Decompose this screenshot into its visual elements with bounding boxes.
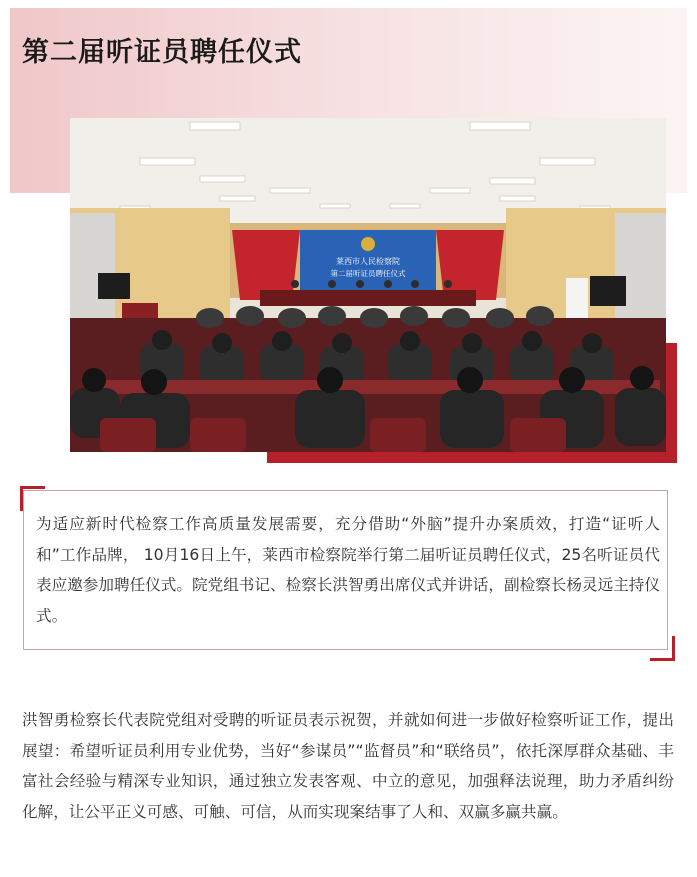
page-title: 第二届听证员聘任仪式: [22, 37, 302, 68]
intro-paragraph: 为适应新时代检察工作高质量发展需要，充分借助“外脑”提升办案质效，打造“证听人和”工作品牌， 10月16日上午，莱西市检察院举行第二届听证员聘任仪式，25名听证员代表应邀参加聘任仪式。院党组书记、检察长洪智勇出席仪式并讲话，副检察长杨灵远主持仪式。: [36, 515, 660, 625]
frame-corner-top-left: [20, 486, 45, 511]
head-table: [260, 290, 476, 306]
stage-banner-line1: 莱西市人民检察院: [336, 257, 400, 266]
body-paragraph: 洪智勇检察长代表院党组对受聘的听证员表示祝贺，并就如何进一步做好检察听证工作，提出展望：希望听证员利用专业优势，当好“参谋员”“监督员”和“联络员”，依托深厚群众基础、丰富社会经验与精深专业知识，通过独立发表客观、中立的意见，加强释法说理，助力矛盾纠纷化解，让公平正义可感、可触、可信，从而实现案结事了人和、双赢多赢共赢。: [22, 711, 674, 821]
ceiling: [70, 118, 666, 223]
frame-corner-bottom-right: [650, 636, 675, 661]
tv-left: [98, 273, 130, 299]
stage-banner-line2: 第二届听证员聘任仪式: [330, 269, 406, 278]
ceremony-photo: [70, 118, 666, 452]
air-conditioner: [566, 278, 588, 320]
emblem-icon: [361, 237, 375, 251]
audience-rows-back: [196, 306, 554, 328]
tv-right: [590, 276, 626, 306]
